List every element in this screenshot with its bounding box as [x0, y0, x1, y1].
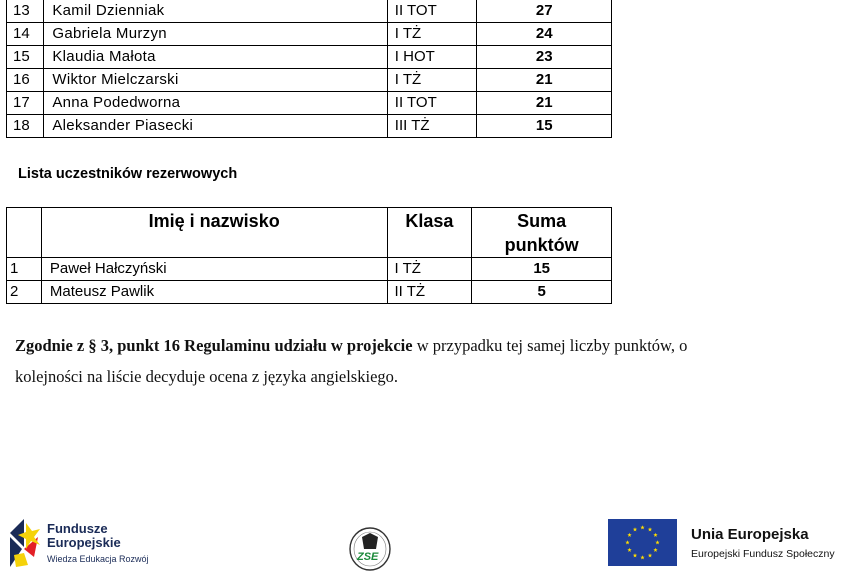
eu-subtitle: Europejski Fundusz Społeczny — [691, 548, 835, 560]
table-row — [7, 281, 612, 304]
eu-star-icon — [655, 540, 659, 544]
eu-star-icon — [627, 548, 631, 552]
participants-table-body — [7, 0, 612, 138]
table-row — [7, 46, 612, 69]
row-class: I HOT — [387, 46, 477, 69]
eu-title: Unia Europejska — [691, 526, 809, 543]
reserve-table-body — [7, 258, 612, 304]
zse-logo-text: ZSE — [357, 551, 379, 563]
row-name: Mateusz Pawlik — [41, 281, 387, 304]
zse-school-logo — [349, 527, 391, 571]
row-points: 21 — [477, 92, 612, 115]
eu-flag-icon — [608, 519, 677, 566]
fe-title-line2: Europejskie — [47, 535, 121, 550]
header-number — [7, 208, 42, 258]
reserve-table-header-row — [7, 208, 612, 258]
table-row — [7, 92, 612, 115]
row-class: II TOT — [387, 0, 477, 23]
header-points-line1: Suma — [517, 211, 567, 231]
row-number: 15 — [7, 46, 44, 69]
row-number: 16 — [7, 69, 44, 92]
reserve-list-heading: Lista uczestników rezerwowych — [18, 166, 238, 182]
eu-star-icon — [633, 527, 637, 531]
row-name: Klaudia Małota — [44, 46, 387, 69]
eu-logo — [608, 519, 843, 569]
row-number: 2 — [7, 281, 42, 304]
row-class: II TOT — [387, 92, 477, 115]
fe-subtitle: Wiedza Edukacja Rozwój — [47, 554, 149, 564]
fe-title — [47, 522, 121, 550]
row-name: Aleksander Piasecki — [44, 115, 387, 138]
rules-note-line2: kolejności na liście decyduje ocena z języka angielskiego. — [15, 367, 399, 386]
header-points — [472, 208, 612, 258]
table-row — [7, 0, 612, 23]
row-name: Kamil Dzienniak — [44, 0, 387, 23]
header-class: Klasa — [387, 208, 472, 258]
eu-star-icon — [640, 525, 644, 529]
row-points: 21 — [477, 69, 612, 92]
row-class: I TŻ — [387, 69, 477, 92]
participants-table — [6, 0, 612, 138]
row-number: 17 — [7, 92, 44, 115]
row-points: 24 — [477, 23, 612, 46]
row-number: 13 — [7, 0, 44, 23]
eu-star-icon — [640, 555, 644, 559]
row-points: 15 — [477, 115, 612, 138]
table-row — [7, 23, 612, 46]
fe-star-icon — [10, 519, 44, 569]
table-row — [7, 69, 612, 92]
reserve-table — [6, 207, 612, 304]
fe-title-line1: Fundusze — [47, 521, 108, 536]
rules-note-text: w przypadku tej samej liczby punktów, o — [412, 336, 688, 355]
rules-note — [15, 330, 830, 392]
rules-note-bold: Zgodnie z § 3, punkt 16 Regulaminu udziału w projekcie — [15, 336, 413, 355]
row-name: Anna Podedworna — [44, 92, 387, 115]
header-points-line2: punktów — [504, 235, 579, 255]
row-name: Wiktor Mielczarski — [44, 69, 387, 92]
row-points: 27 — [477, 0, 612, 23]
eu-star-icon — [648, 527, 652, 531]
row-number: 1 — [7, 258, 42, 281]
eu-star-icon — [653, 533, 657, 537]
eu-star-icon — [627, 533, 631, 537]
header-name: Imię i nazwisko — [41, 208, 387, 258]
row-points: 15 — [472, 258, 612, 281]
fundusze-europejskie-logo — [10, 517, 170, 573]
row-name: Paweł Hałczyński — [41, 258, 387, 281]
row-class: II TŻ — [387, 281, 472, 304]
zse-emblem-icon — [349, 527, 391, 571]
row-number: 14 — [7, 23, 44, 46]
row-name: Gabriela Murzyn — [44, 23, 387, 46]
row-class: I TŻ — [387, 23, 477, 46]
eu-star-icon — [625, 540, 629, 544]
row-number: 18 — [7, 115, 44, 138]
row-points: 23 — [477, 46, 612, 69]
table-row — [7, 115, 612, 138]
eu-stars-icon — [608, 519, 677, 566]
row-class: III TŻ — [387, 115, 477, 138]
row-points: 5 — [472, 281, 612, 304]
eu-star-icon — [648, 553, 652, 557]
row-class: I TŻ — [387, 258, 472, 281]
table-row — [7, 258, 612, 281]
eu-star-icon — [633, 553, 637, 557]
eu-star-icon — [653, 548, 657, 552]
